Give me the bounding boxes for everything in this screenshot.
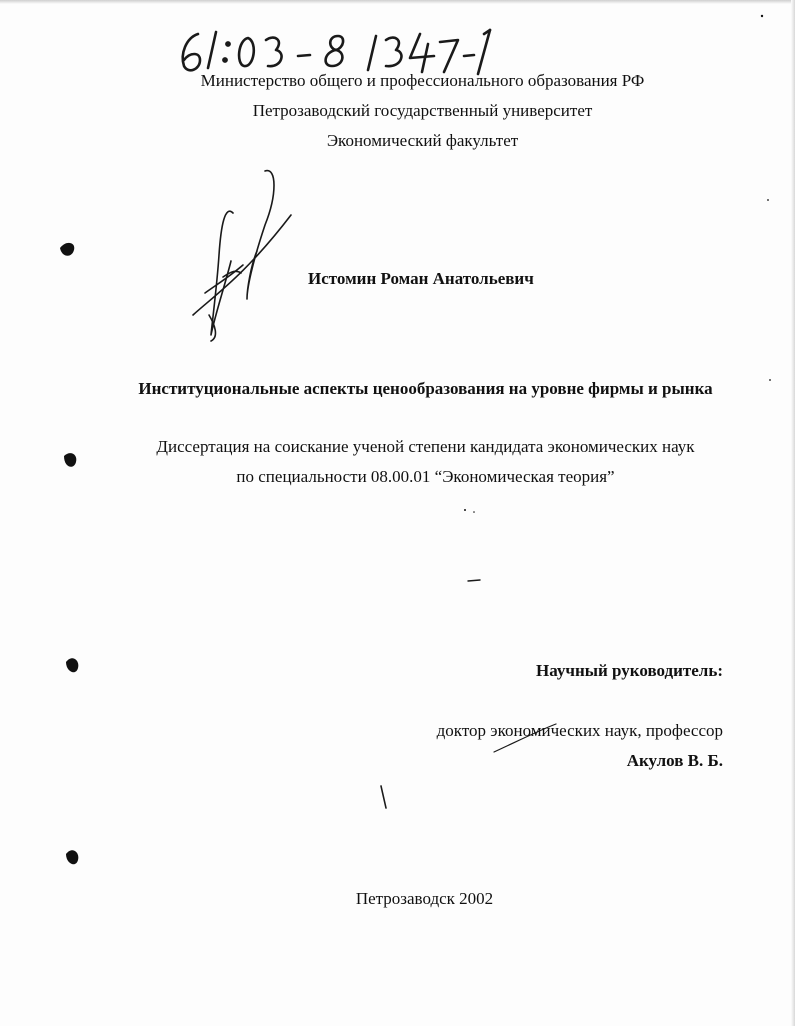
ministry-name: Министерство общего и профессионального образования РФ	[200, 71, 645, 90]
scan-edge-top	[0, 0, 795, 4]
scan-edge-right	[791, 0, 795, 1026]
binder-hole-mark	[60, 243, 74, 256]
university-name: Петрозаводский государственный университет	[252, 101, 593, 120]
city-year: Петрозаводск 2002	[355, 889, 494, 908]
binder-hole-mark	[66, 658, 78, 672]
speciality-line: по специальности 08.00.01 “Экономическая теория”	[236, 467, 615, 486]
author-signature	[185, 165, 300, 345]
faculty-name: Экономический факультет	[326, 131, 519, 150]
thesis-title: Институциональные аспекты ценообразования на уровне фирмы и рынка	[138, 379, 713, 398]
supervisor-heading: Научный руководитель:	[536, 661, 723, 680]
pen-stroke	[468, 580, 480, 581]
supervisor-name: Акулов В. Б.	[626, 751, 723, 770]
author-name: Истомин Роман Анатольевич	[308, 269, 534, 288]
degree-line: Диссертация на соискание ученой степени кандидата экономических наук	[156, 437, 695, 456]
pen-stroke	[381, 786, 386, 808]
binder-hole-mark	[66, 850, 78, 864]
supervisor-degree: доктор экономических наук, профессор	[436, 721, 723, 740]
